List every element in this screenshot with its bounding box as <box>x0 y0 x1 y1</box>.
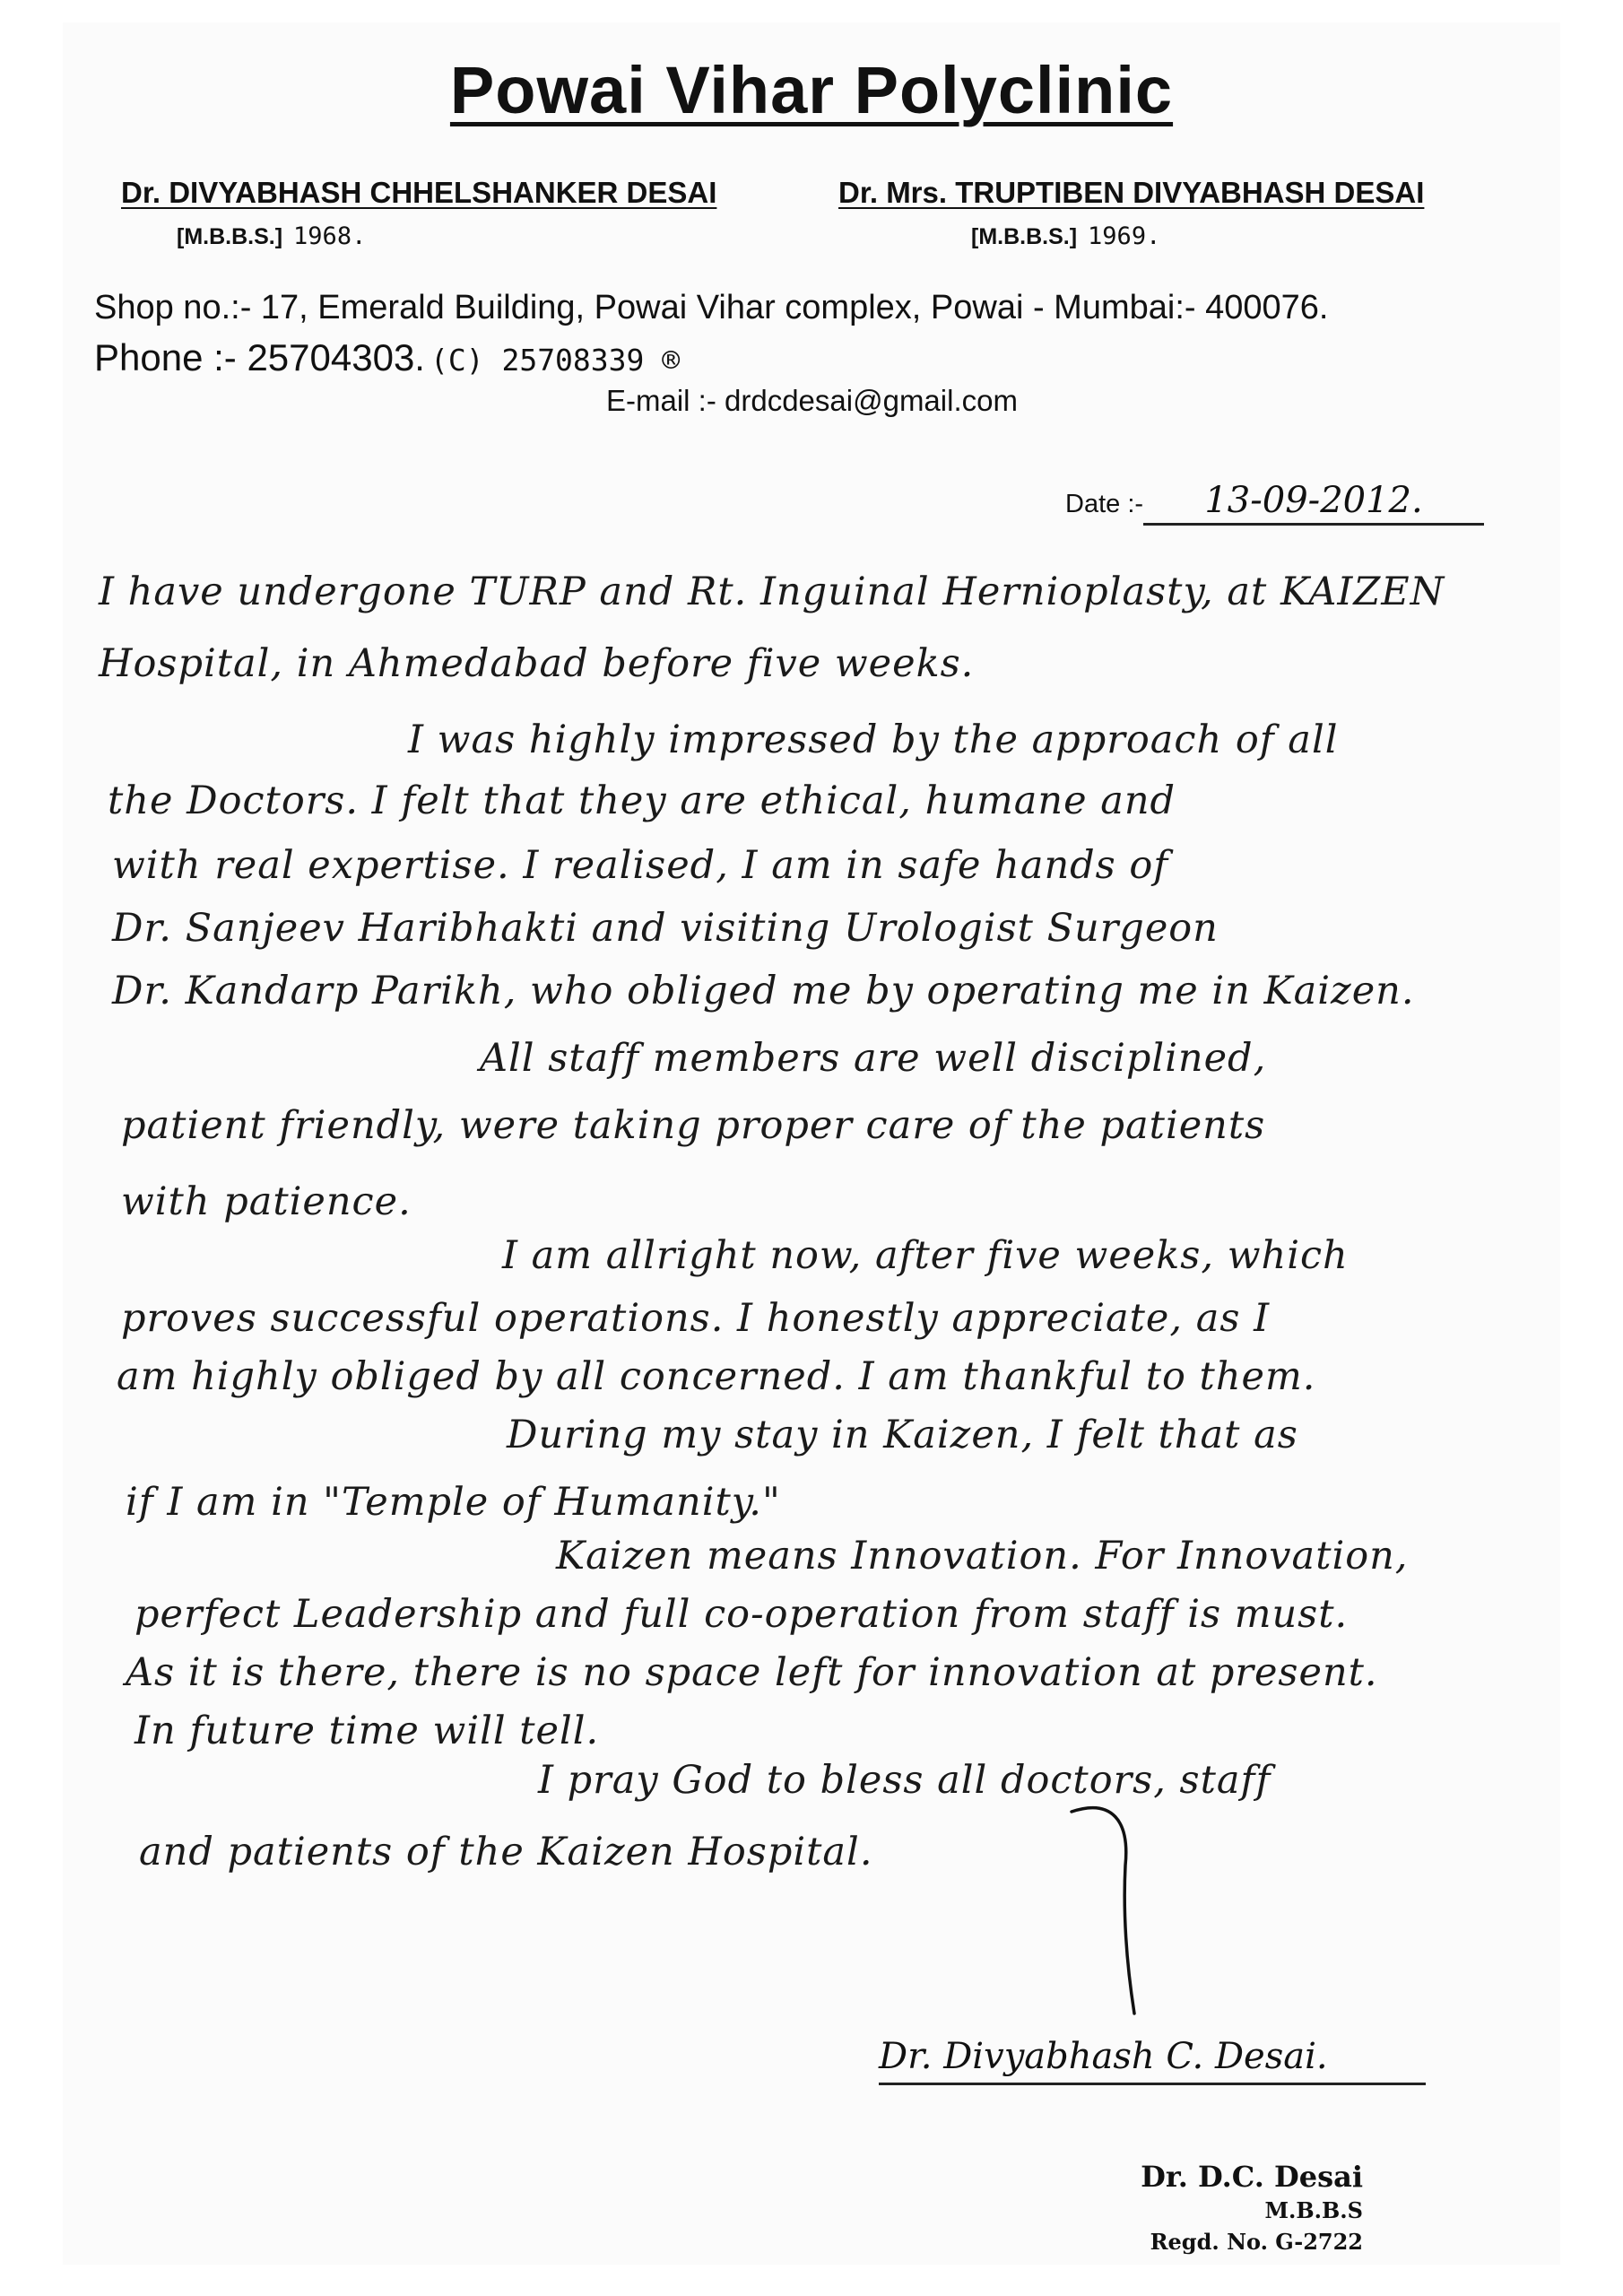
body-line: Kaizen means Innovation. For Innovation, <box>556 1534 1409 1578</box>
body-line: with patience. <box>121 1179 412 1224</box>
clinic-phone: Phone :- 25704303. (C) 25708339 ® <box>94 336 681 378</box>
body-line: the Doctors. I felt that they are ethical, humane and <box>108 778 1176 823</box>
body-line: patient friendly, were taking proper care of the patients <box>121 1103 1266 1148</box>
body-line: I pray God to bless all doctors, staff <box>538 1758 1271 1803</box>
clinic-title: Powai Vihar Polyclinic <box>449 53 1174 127</box>
body-line: Dr. Kandarp Parikh, who obliged me by operating me in Kaizen. <box>112 969 1415 1013</box>
body-line: I have undergone TURP and Rt. Inguinal Hernioplasty, at KAIZEN <box>99 570 1445 614</box>
pen-stroke-mark <box>1058 1794 1148 2027</box>
body-line: I was highly impressed by the approach of all <box>408 718 1339 762</box>
body-line: and patients of the Kaizen Hospital. <box>139 1830 873 1874</box>
doctor-right-name: Dr. Mrs. TRUPTIBEN DIVYABHASH DESAI <box>838 176 1425 209</box>
body-line: All staff members are well disciplined, <box>480 1036 1267 1081</box>
body-line: if I am in "Temple of Humanity." <box>126 1480 781 1525</box>
doctor-stamp: Dr. D.C. Desai M.B.B.S Regd. No. G-2722 <box>1141 2160 1363 2255</box>
body-line: with real expertise. I realised, I am in safe hands of <box>112 843 1169 888</box>
body-line: During my stay in Kaizen, I felt that as <box>507 1413 1298 1457</box>
body-line: Hospital, in Ahmedabad before five weeks. <box>99 641 975 686</box>
clinic-address: Shop no.:- 17, Emerald Building, Powai Vihar complex, Powai - Mumbai:- 400076. <box>94 289 1329 326</box>
doctor-left-qualification: [M.B.B.S.] 1968. <box>177 222 367 250</box>
letter-date: Date :- 13-09-2012. <box>1065 480 1484 526</box>
body-line: am highly obliged by all concerned. I am thankful to them. <box>117 1354 1316 1399</box>
body-line: proves successful operations. I honestly appreciate, as I <box>121 1296 1271 1341</box>
body-line: As it is there, there is no space left for innovation at present. <box>126 1650 1378 1695</box>
body-line: perfect Leadership and full co-operation from staff is must. <box>135 1592 1349 1637</box>
doctor-left-name: Dr. DIVYABHASH CHHELSHANKER DESAI <box>121 176 717 209</box>
clinic-email: E-mail :- drdcdesai@gmail.com <box>606 384 1018 417</box>
doctor-right-qualification: [M.B.B.S.] 1969. <box>971 222 1161 250</box>
body-line: I am allright now, after five weeks, which <box>502 1233 1349 1278</box>
body-line: In future time will tell. <box>135 1709 600 1753</box>
body-line: Dr. Sanjeev Haribhakti and visiting Urologist Surgeon <box>112 906 1219 951</box>
handwritten-signature: Dr. Divyabhash C. Desai. <box>879 2036 1426 2085</box>
